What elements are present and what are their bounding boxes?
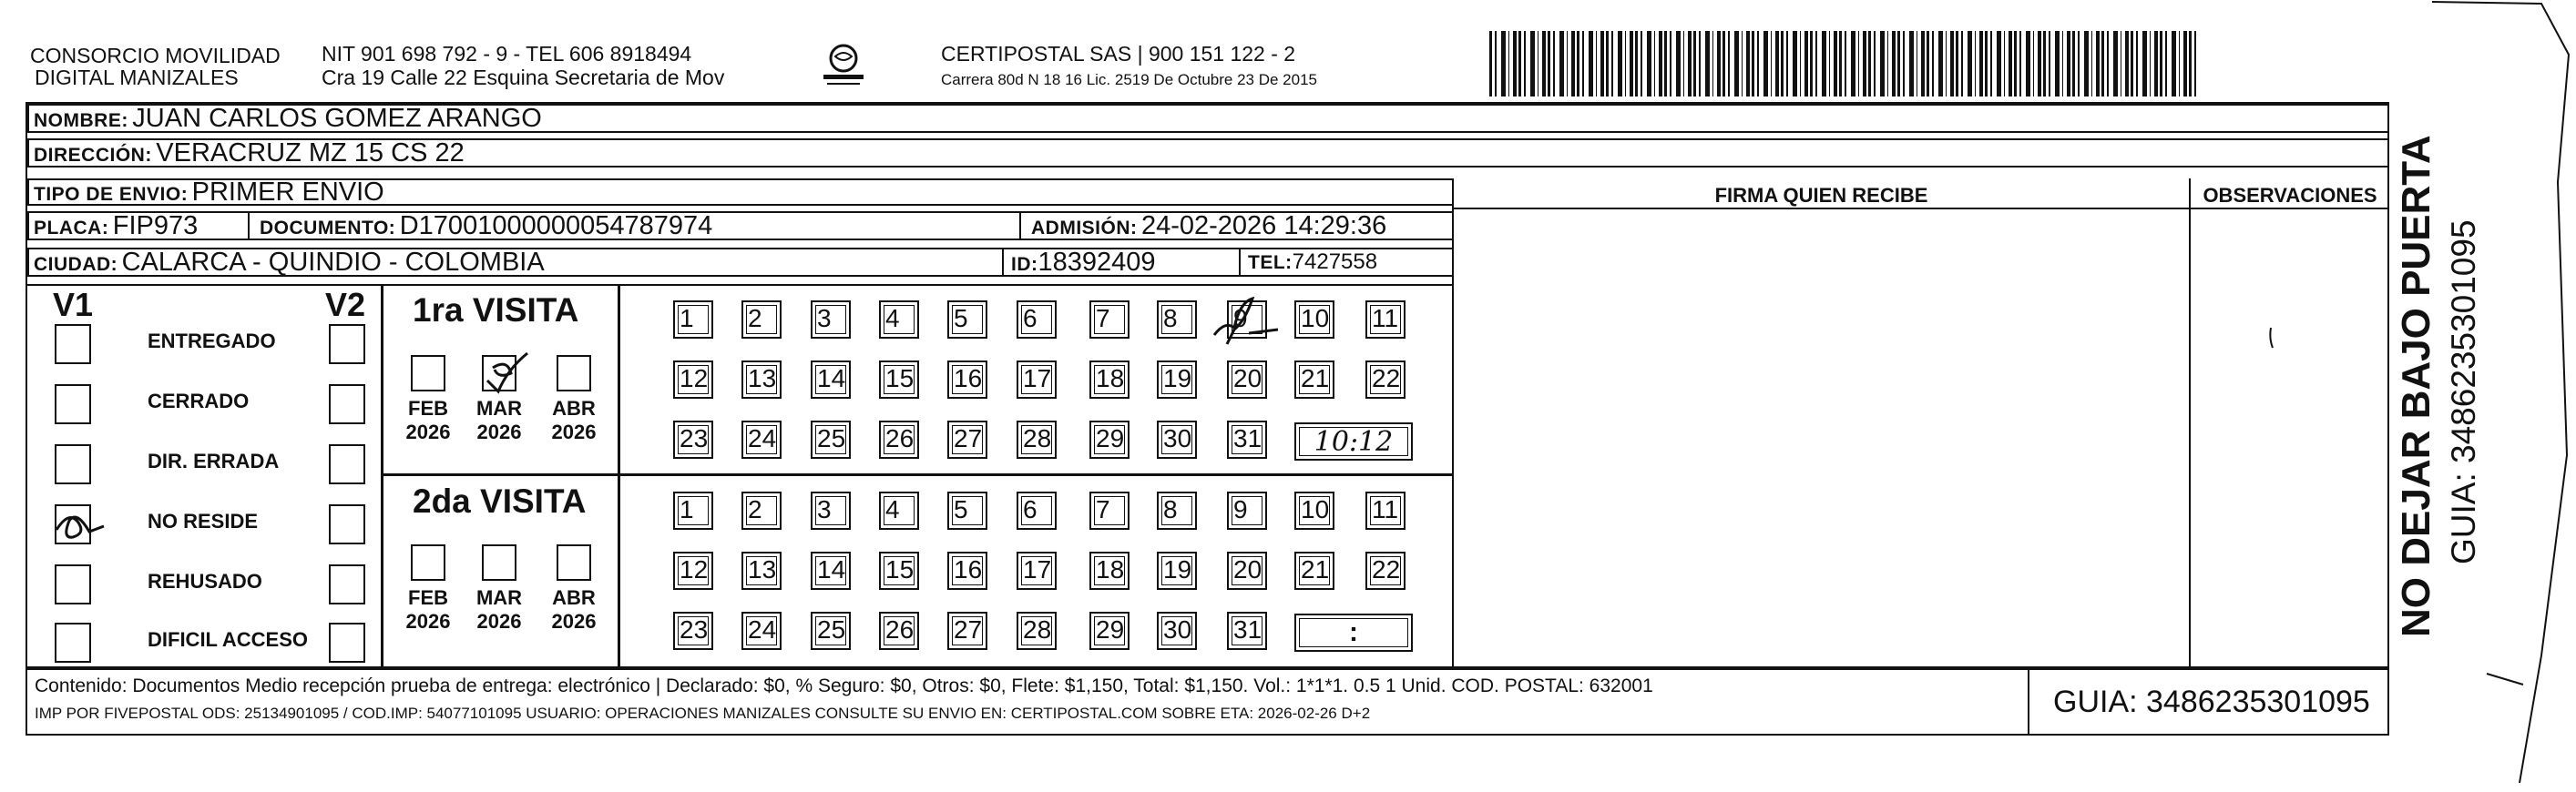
firma-header: FIRMA QUIEN RECIBE: [1714, 184, 1928, 207]
tipo-label: TIPO DE ENVIO:: [34, 184, 189, 205]
day-checkbox[interactable]: 15: [879, 360, 919, 399]
day-checkbox[interactable]: 26: [879, 421, 919, 459]
first-visit-title: 1ra VISITA: [413, 291, 579, 329]
v2-checkbox[interactable]: [329, 324, 365, 364]
first-visit-time-box[interactable]: [1294, 422, 1413, 461]
day-checkbox[interactable]: 28: [1017, 421, 1057, 459]
day-checkbox[interactable]: 17: [1017, 360, 1057, 399]
day-checkbox[interactable]: 16: [947, 360, 987, 399]
day-checkbox[interactable]: 27: [947, 421, 987, 459]
month-checkbox[interactable]: [411, 544, 445, 581]
divider: [1019, 213, 1021, 239]
status-label: CERRADO: [148, 390, 250, 412]
divider: [2028, 668, 2029, 736]
day-checkbox[interactable]: 26: [879, 612, 919, 650]
v2-checkbox[interactable]: [329, 564, 365, 604]
v1-checkbox[interactable]: [55, 384, 91, 424]
day-checkbox[interactable]: 2: [741, 492, 782, 530]
first-visit-time: 10:12: [1314, 426, 1394, 458]
signature-area[interactable]: [1454, 209, 2189, 668]
divider: [1002, 249, 1004, 275]
day-checkbox[interactable]: 14: [811, 552, 851, 590]
day-checkbox[interactable]: 7: [1089, 300, 1130, 339]
divider: [618, 284, 620, 668]
day-checkbox[interactable]: 21: [1294, 360, 1334, 399]
month-checkbox[interactable]: [482, 355, 516, 391]
month-year: 2026: [405, 610, 451, 633]
day-checkbox[interactable]: 23: [673, 421, 713, 459]
observations-area[interactable]: [2191, 209, 2389, 668]
day-checkbox[interactable]: 21: [1294, 552, 1334, 590]
month-checkbox[interactable]: [557, 544, 591, 581]
nombre-label: NOMBRE:: [34, 110, 128, 131]
month-label: ABR: [552, 397, 596, 420]
month-checkbox[interactable]: [411, 355, 445, 391]
day-checkbox[interactable]: 15: [879, 552, 919, 590]
day-checkbox[interactable]: 31: [1227, 612, 1267, 650]
month-label: MAR: [475, 397, 523, 420]
id-value: 18392409: [1038, 248, 1156, 277]
day-checkbox[interactable]: 18: [1089, 360, 1130, 399]
v2-header: V2: [325, 286, 366, 323]
v1-header: V1: [53, 286, 94, 323]
ciudad-label: CIUDAD:: [34, 254, 118, 275]
day-checkbox[interactable]: 2: [741, 300, 782, 339]
footer-contenido: Contenido: Documentos Medio recepción prueba de entrega: electrónico | Declarado: $0, % Seguro: $0, Otros: $0, Flete: $1,150, Total: $1,150. Vol.: 1*1*1. 0.5 1 Unid. COD. POSTAL: 632001: [35, 675, 1653, 696]
v1-checkbox[interactable]: [55, 324, 91, 364]
day-checkbox[interactable]: 4: [879, 492, 919, 530]
company-name-line1: CONSORCIO MOVILIDAD: [30, 44, 281, 67]
divider: [248, 213, 250, 239]
day-checkbox[interactable]: 11: [1365, 300, 1406, 339]
day-checkbox[interactable]: 4: [879, 300, 919, 339]
day-checkbox[interactable]: 5: [947, 492, 987, 530]
status-label: REHUSADO: [148, 570, 262, 593]
torn-edge: [2432, 0, 2576, 792]
day-checkbox[interactable]: 10: [1294, 492, 1334, 530]
row-direccion: [27, 138, 2389, 168]
tipo-value: PRIMER ENVIO: [191, 178, 384, 207]
day-checkbox[interactable]: 23: [673, 612, 713, 650]
status-label: ENTREGADO: [148, 330, 276, 352]
company-address: Cra 19 Calle 22 Esquina Secretaria de Mov: [322, 66, 725, 89]
divider: [381, 473, 1452, 476]
day-checkbox[interactable]: 28: [1017, 612, 1057, 650]
day-checkbox[interactable]: 14: [811, 360, 851, 399]
day-checkbox[interactable]: 22: [1365, 360, 1406, 399]
side-warning: NO DEJAR BAJO PUERTA: [2394, 135, 2438, 637]
day-checkbox[interactable]: 29: [1089, 421, 1130, 459]
day-checkbox[interactable]: 8: [1157, 300, 1197, 339]
day-checkbox[interactable]: 17: [1017, 552, 1057, 590]
month-checkbox[interactable]: [557, 355, 591, 391]
month-checkbox[interactable]: [482, 544, 516, 581]
v1-checkbox[interactable]: [55, 444, 91, 484]
second-visit-title: 2da VISITA: [413, 482, 587, 520]
direccion-label: DIRECCIÓN:: [34, 145, 152, 166]
day-checkbox[interactable]: 1: [673, 492, 713, 530]
company-nit: NIT 901 698 792 - 9 - TEL 606 8918494: [322, 42, 692, 66]
day-checkbox[interactable]: 20: [1227, 552, 1267, 590]
admision-value: 24-02-2026 14:29:36: [1140, 211, 1387, 240]
v1-checkbox[interactable]: [55, 504, 91, 544]
footer-guia: GUIA: 3486235301095: [2053, 685, 2370, 719]
shipment-barcode: [1489, 31, 2200, 96]
id-label: ID:: [1011, 254, 1038, 275]
day-checkbox[interactable]: 10: [1294, 300, 1334, 339]
month-year: 2026: [551, 421, 597, 443]
month-label: MAR: [475, 586, 523, 609]
company-name-line2: DIGITAL MANIZALES: [35, 66, 239, 89]
day-checkmark: [1212, 293, 1285, 348]
day-checkbox[interactable]: 3: [811, 492, 851, 530]
day-checkbox[interactable]: 30: [1157, 421, 1197, 459]
v2-checkbox[interactable]: [329, 623, 365, 663]
v2-checkbox[interactable]: [329, 384, 365, 424]
month-label: ABR: [552, 586, 596, 609]
direccion-value: VERACRUZ MZ 15 CS 22: [156, 138, 465, 168]
divider: [27, 284, 1452, 286]
day-checkbox[interactable]: 13: [741, 360, 782, 399]
v1-checkbox[interactable]: [55, 623, 91, 663]
placa-label: PLACA:: [34, 218, 109, 239]
row-placa: [27, 211, 1454, 240]
placa-value: FIP973: [112, 211, 199, 240]
day-checkbox[interactable]: 7: [1089, 492, 1130, 530]
documento-label: DOCUMENTO:: [260, 218, 396, 239]
month-year: 2026: [551, 610, 597, 633]
day-checkbox[interactable]: 6: [1017, 492, 1057, 530]
nombre-value: JUAN CARLOS GOMEZ ARANGO: [132, 104, 542, 133]
divider: [381, 284, 383, 668]
day-checkbox[interactable]: 12: [673, 552, 713, 590]
month-year: 2026: [476, 610, 522, 633]
day-checkbox[interactable]: 11: [1365, 492, 1406, 530]
second-visit-time: :: [1349, 617, 1358, 647]
day-checkbox[interactable]: 8: [1157, 492, 1197, 530]
documento-value: D17001000000054787974: [399, 211, 713, 240]
day-checkbox[interactable]: 20: [1227, 360, 1267, 399]
day-checkbox[interactable]: 29: [1089, 612, 1130, 650]
second-visit-time-box[interactable]: [1294, 614, 1413, 652]
day-checkbox[interactable]: 31: [1227, 421, 1267, 459]
day-checkbox[interactable]: 22: [1365, 552, 1406, 590]
status-label: DIR. ERRADA: [148, 450, 280, 472]
day-checkbox[interactable]: 27: [947, 612, 987, 650]
v2-checkbox[interactable]: [329, 504, 365, 544]
status-label: DIFICIL ACCESO: [148, 628, 309, 651]
month-year: 2026: [405, 421, 451, 443]
day-checkbox[interactable]: 24: [741, 612, 782, 650]
day-checkbox[interactable]: 13: [741, 552, 782, 590]
v2-checkbox[interactable]: [329, 444, 365, 484]
divider: [1239, 249, 1241, 275]
tel-label: TEL:: [1248, 252, 1293, 273]
courier-name: CERTIPOSTAL SAS | 900 151 122 - 2: [941, 42, 1296, 66]
day-checkbox[interactable]: 25: [811, 612, 851, 650]
certipostal-logo: [818, 40, 869, 91]
day-checkbox[interactable]: 19: [1157, 552, 1197, 590]
v1-checkbox[interactable]: [55, 564, 91, 604]
day-checkbox[interactable]: 1: [673, 300, 713, 339]
day-checkbox[interactable]: 9: [1227, 300, 1267, 339]
month-label: FEB: [408, 586, 448, 609]
row-ciudad: [27, 248, 1454, 277]
row-tipo-envio: [27, 178, 1454, 206]
day-checkbox[interactable]: 19: [1157, 360, 1197, 399]
status-label: NO RESIDE: [148, 510, 259, 533]
day-checkbox[interactable]: 30: [1157, 612, 1197, 650]
day-checkbox[interactable]: 3: [811, 300, 851, 339]
month-year: 2026: [476, 421, 522, 443]
day-checkbox[interactable]: 5: [947, 300, 987, 339]
footer-imp: IMP POR FIVEPOSTAL ODS: 25134901095 / COD.IMP: 54077101095 USUARIO: OPERACIONES MANIZALES CONSULTE SU ENVIO EN: CERTIPOSTAL.COM SOBRE ETA: 2026-02-26 D+2: [35, 705, 1371, 722]
courier-address: Carrera 80d N 18 16 Lic. 2519 De Octubre 23 De 2015: [941, 71, 1317, 88]
admision-label: ADMISIÓN:: [1031, 218, 1138, 239]
day-checkbox[interactable]: 9: [1227, 492, 1267, 530]
observaciones-header: OBSERVACIONES: [2203, 184, 2377, 207]
row-nombre: [27, 104, 2389, 133]
day-checkbox[interactable]: 6: [1017, 300, 1057, 339]
month-label: FEB: [408, 397, 448, 420]
day-checkbox[interactable]: 16: [947, 552, 987, 590]
day-checkbox[interactable]: 18: [1089, 552, 1130, 590]
day-checkbox[interactable]: 25: [811, 421, 851, 459]
side-guia: GUIA: 3486235301095: [2445, 219, 2482, 564]
day-checkbox[interactable]: 24: [741, 421, 782, 459]
day-checkbox[interactable]: 12: [673, 360, 713, 399]
ciudad-value: CALARCA - QUINDIO - COLOMBIA: [121, 248, 545, 277]
tel-value: 7427558: [1292, 249, 1378, 274]
